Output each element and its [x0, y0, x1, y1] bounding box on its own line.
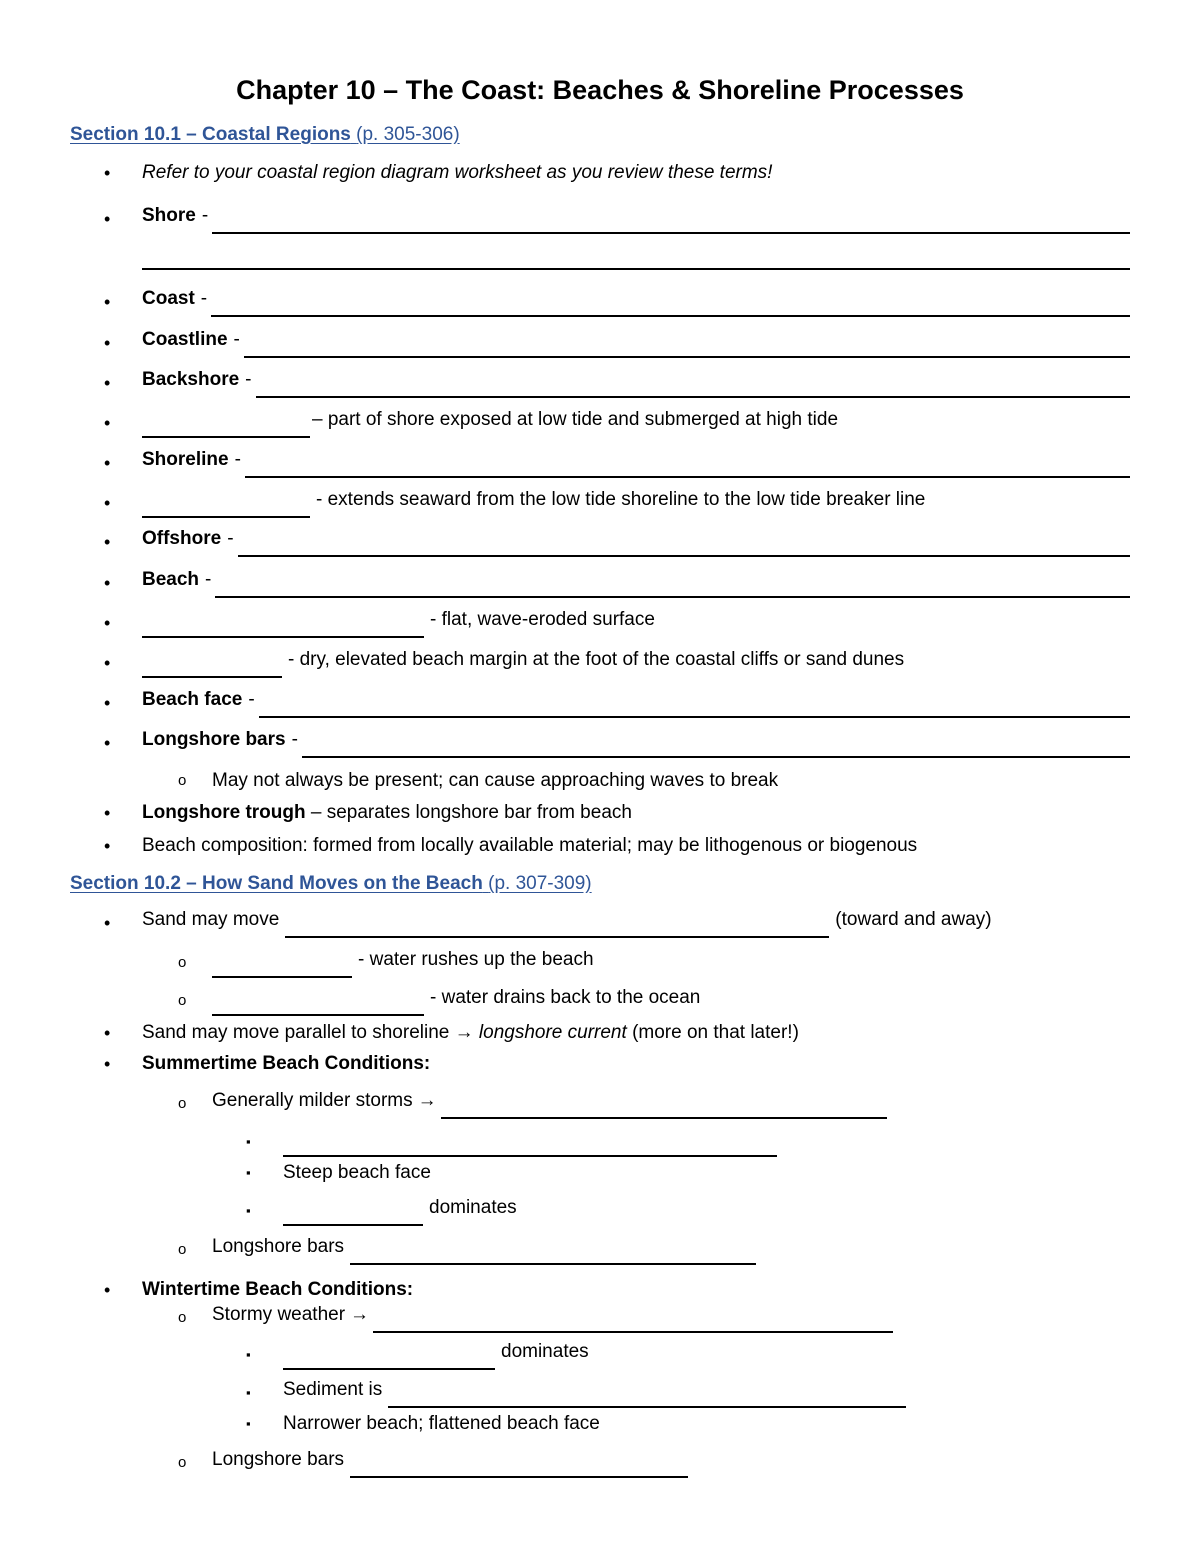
page-title: Chapter 10 – The Coast: Beaches & Shoreline Processes [236, 75, 964, 105]
bullet-disc: • [104, 913, 111, 933]
list-item-summer [0, 1049, 1200, 1079]
list-item-winter-bars [0, 1448, 1200, 1478]
term-dash: - [200, 288, 208, 309]
list-item-shoreline [0, 448, 1200, 478]
list-item-sand-move [0, 908, 1200, 938]
term-longshore-bars: Longshore bars [142, 729, 286, 750]
list-item-shore [0, 204, 1200, 234]
section-heading-10-2-pages: (p. 307-309) [488, 873, 592, 894]
blank-winter-bars[interactable] [350, 1452, 688, 1478]
beach-composition: Beach composition: formed from locally available material; may be lithogenous or biogenous [142, 835, 918, 856]
term-dash: - [205, 569, 212, 590]
bullet-disc: • [104, 453, 111, 473]
section-heading-10-1-pages: (p. 305-306) [356, 124, 460, 145]
list-item-longshore-bars-note [0, 766, 1200, 796]
term-dash: - [291, 729, 298, 750]
blank-nearshore[interactable] [142, 492, 310, 518]
summer-bars-text: Longshore bars [212, 1236, 345, 1257]
parallel-line [142, 1018, 799, 1048]
winter-dominates-line [283, 1340, 589, 1370]
term-dash: - [227, 528, 234, 549]
bullet-circle: o [178, 954, 187, 971]
bullet-square: ▪ [246, 1134, 251, 1149]
list-item-offshore [0, 527, 1200, 557]
blank-backwash[interactable] [212, 990, 424, 1016]
term-dash: - [233, 329, 240, 350]
arrow-right-icon: → [350, 1304, 370, 1325]
term-foreshore-line [142, 408, 838, 438]
list-item-berm [0, 648, 1200, 678]
term-beach-line [142, 568, 1130, 598]
term-coastline-line [142, 328, 1130, 358]
summer-sub-1-line [283, 1127, 779, 1157]
term-shore-line [142, 204, 1130, 234]
parallel-text: Sand may move parallel to shoreline [142, 1022, 450, 1043]
bullet-disc: • [104, 209, 111, 229]
term-backshore-line [142, 368, 1130, 398]
winter-dominates-text: dominates [501, 1341, 589, 1362]
bullet-disc: • [104, 163, 111, 183]
blank-berm[interactable] [142, 652, 282, 678]
berm-definition: - dry, elevated beach margin at the foot of the coastal cliffs or sand dunes [288, 649, 905, 670]
term-dash: - [201, 205, 209, 226]
list-item-summer-steep [0, 1158, 1200, 1188]
list-item-parallel [0, 1018, 1200, 1048]
bullet-disc: • [104, 803, 111, 823]
term-backshore: Backshore [142, 369, 240, 390]
summer-heading: Summertime Beach Conditions: [142, 1053, 431, 1074]
list-item-longshore-trough [0, 798, 1200, 828]
term-shore-line-2 [142, 240, 1130, 270]
bullet-circle: o [178, 1095, 187, 1112]
bullet-disc: • [104, 573, 111, 593]
list-item-foreshore [0, 408, 1200, 438]
term-dash: - [245, 369, 252, 390]
toward-away-text: (toward and away) [835, 909, 992, 930]
longshore-bars-note: May not always be present; can cause approaching waves to break [212, 770, 779, 791]
term-coastline: Coastline [142, 329, 228, 350]
bullet-disc: • [104, 532, 111, 552]
bullet-disc: • [104, 413, 111, 433]
list-item-coastline [0, 328, 1200, 358]
bullet-disc: • [104, 1023, 111, 1043]
winter-narrower-text: Narrower beach; flattened beach face [283, 1413, 600, 1434]
bullet-disc: • [104, 733, 111, 753]
longshore-current-text: longshore current [478, 1022, 627, 1043]
term-berm-line [142, 648, 904, 678]
winter-sediment-text: Sediment is [283, 1379, 383, 1400]
blank-summer-storms[interactable] [441, 1093, 887, 1119]
swash-definition: - water rushes up the beach [358, 949, 594, 970]
term-beach-face: Beach face [142, 689, 243, 710]
bullet-square: ▪ [246, 1416, 251, 1431]
blank-winter-stormy[interactable] [373, 1307, 893, 1333]
list-item-summer-dominates [0, 1196, 1200, 1226]
blank-coast[interactable] [211, 291, 1130, 317]
term-beach-face-line [142, 688, 1130, 718]
arrow-right-icon: → [454, 1022, 474, 1043]
section-heading-10-1 [70, 122, 460, 148]
summer-bars-line [212, 1235, 758, 1265]
term-beach: Beach [142, 569, 200, 590]
backwash-definition: - water drains back to the ocean [430, 987, 701, 1008]
list-item-winter-dominates [0, 1340, 1200, 1370]
blank-beach[interactable] [215, 572, 1130, 598]
list-item-beach [0, 568, 1200, 598]
longshore-trough-definition: – separates longshore bar from beach [310, 802, 632, 823]
blank-shore-2[interactable] [142, 244, 1130, 270]
platform-definition: - flat, wave-eroded surface [430, 609, 655, 630]
list-item-winter [0, 1275, 1200, 1305]
term-shoreline: Shoreline [142, 449, 229, 470]
list-item-beach-face [0, 688, 1200, 718]
blank-summer-sub-1[interactable] [283, 1131, 777, 1157]
list-item-winter-sediment [0, 1378, 1200, 1408]
term-offshore: Offshore [142, 528, 222, 549]
bullet-square: ▪ [246, 1165, 251, 1180]
list-item-summer-sub-1 [0, 1127, 1200, 1157]
list-item-winter-stormy [0, 1303, 1200, 1333]
summer-storms-text: Generally milder storms [212, 1090, 413, 1111]
blank-platform[interactable] [142, 612, 424, 638]
blank-sand-move[interactable] [285, 912, 829, 938]
term-dash: - [234, 449, 241, 470]
backwash-line [212, 986, 700, 1016]
blank-shoreline[interactable] [245, 452, 1130, 478]
bullet-disc: • [104, 836, 111, 856]
bullet-disc: • [104, 373, 111, 393]
term-offshore-line [142, 527, 1130, 557]
bullet-disc: • [104, 613, 111, 633]
term-dash: - [248, 689, 255, 710]
term-shoreline-line [142, 448, 1130, 478]
bullet-disc: • [104, 1054, 111, 1074]
blank-coastline[interactable] [244, 332, 1130, 358]
list-item-winter-narrower [0, 1409, 1200, 1439]
summer-dominates-text: dominates [429, 1197, 517, 1218]
bullet-circle: o [178, 1309, 187, 1326]
term-coast: Coast [142, 288, 195, 309]
bullet-circle: o [178, 772, 187, 789]
sand-move-text: Sand may move [142, 909, 280, 930]
winter-stormy-text: Stormy weather [212, 1304, 346, 1325]
list-item-backshore [0, 368, 1200, 398]
blank-longshore-bars[interactable] [302, 732, 1130, 758]
section-heading-10-2 [70, 871, 592, 897]
list-item-shore-continued [0, 240, 1200, 270]
list-item-wave-cut-platform [0, 608, 1200, 638]
blank-winter-sediment[interactable] [388, 1382, 906, 1408]
blank-offshore[interactable] [238, 531, 1130, 557]
term-longshore-trough-line [142, 798, 632, 828]
bullet-circle: o [178, 1454, 187, 1471]
more-later-text: (more on that later!) [632, 1022, 799, 1043]
list-item-summer-bars [0, 1235, 1200, 1265]
bullet-square: ▪ [246, 1385, 251, 1400]
winter-stormy-line [212, 1303, 895, 1333]
term-coast-line [142, 287, 1130, 317]
summer-steep-text: Steep beach face [283, 1162, 431, 1183]
blank-foreshore[interactable] [142, 412, 310, 438]
section-heading-10-1-text: Section 10.1 – Coastal Regions [70, 124, 351, 145]
winter-bars-line [212, 1448, 690, 1478]
list-item-summer-storms [0, 1089, 1200, 1119]
term-longshore-bars-line [142, 728, 1130, 758]
winter-sediment-line [283, 1378, 908, 1408]
term-platform-line [142, 608, 655, 638]
swash-line [212, 948, 594, 978]
blank-backshore[interactable] [256, 372, 1131, 398]
winter-bars-text: Longshore bars [212, 1449, 345, 1470]
instruction-text: Refer to your coastal region diagram worksheet as you review these terms! [142, 162, 773, 183]
bullet-circle: o [178, 992, 187, 1009]
blank-summer-bars[interactable] [350, 1239, 756, 1265]
blank-swash[interactable] [212, 952, 352, 978]
bullet-disc: • [104, 493, 111, 513]
bullet-disc: • [104, 653, 111, 673]
arrow-right-icon: → [417, 1090, 437, 1111]
blank-winter-dominates[interactable] [283, 1344, 495, 1370]
term-shore: Shore [142, 205, 196, 226]
term-longshore-trough: Longshore trough [142, 802, 306, 823]
summer-storms-line [212, 1089, 889, 1119]
blank-shore[interactable] [212, 208, 1130, 234]
nearshore-definition: - extends seaward from the low tide shoreline to the low tide breaker line [316, 489, 926, 510]
bullet-square: ▪ [246, 1347, 251, 1362]
sand-move-line [142, 908, 992, 938]
bullet-disc: • [104, 693, 111, 713]
foreshore-definition: – part of shore exposed at low tide and submerged at high tide [312, 409, 839, 430]
bullet-disc: • [104, 1280, 111, 1300]
bullet-disc: • [104, 292, 111, 312]
list-item-backwash [0, 986, 1200, 1016]
summer-dominates-line [283, 1196, 517, 1226]
blank-beach-face[interactable] [259, 692, 1130, 718]
term-nearshore-line [142, 488, 925, 518]
winter-heading: Wintertime Beach Conditions: [142, 1279, 414, 1300]
blank-summer-dominates[interactable] [283, 1200, 423, 1226]
bullet-square: ▪ [246, 1203, 251, 1218]
list-item-instruction [0, 158, 1200, 188]
list-item-composition [0, 831, 1200, 861]
list-item-coast [0, 287, 1200, 317]
list-item-longshore-bars [0, 728, 1200, 758]
section-heading-10-2-text: Section 10.2 – How Sand Moves on the Beach [70, 873, 483, 894]
list-item-swash [0, 948, 1200, 978]
bullet-circle: o [178, 1241, 187, 1258]
bullet-disc: • [104, 333, 111, 353]
list-item-nearshore [0, 488, 1200, 518]
